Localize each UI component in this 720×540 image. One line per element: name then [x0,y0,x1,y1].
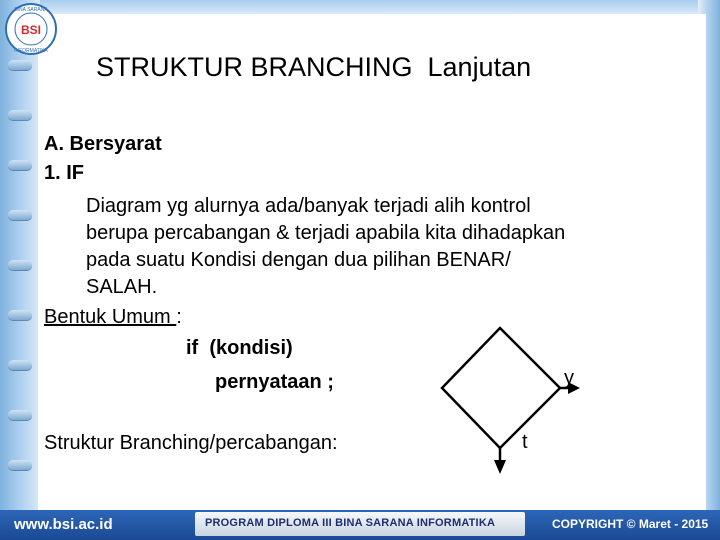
bentuk-umum-text: Bentuk Umum [44,306,177,328]
binder-ring [8,60,32,70]
binder-ring [8,260,32,270]
bsi-logo [4,2,58,56]
decision-flowchart [432,318,600,480]
binder-ring [8,360,32,370]
binder-ring [8,410,32,420]
footer-program-name: PROGRAM DIPLOMA III BINA SARANA INFORMATIKA [205,517,496,529]
slide-title: STRUKTUR BRANCHING Lanjutan [96,52,532,82]
false-branch-arrowhead [494,460,506,474]
footer-bar [0,510,720,540]
binder-ring [8,210,32,220]
bentuk-umum-colon: : [176,306,182,328]
bentuk-umum-label [44,305,182,329]
frame-left-border [0,0,40,540]
true-branch-label: y [564,367,574,389]
description-line-2: berupa percabangan & terjadi apabila kita dihadapkan [86,222,566,244]
subsection-heading-if: 1. IF [44,162,85,184]
svg-text:BSI: BSI [20,23,42,37]
binder-ring [8,460,32,470]
syntax-statement-line: pernyataan ; [215,371,334,393]
syntax-if-line: if (kondisi) [186,337,293,359]
decision-diamond [442,328,560,448]
binder-ring [8,310,32,320]
footer-copyright: COPYRIGHT © Maret - 2015 [552,517,709,531]
svg-text:INFORMATIKA: INFORMATIKA [14,48,48,54]
section-heading-bersyarat: A. Bersyarat [44,133,162,155]
description-line-4: SALAH. [86,276,158,298]
footer-url: www.bsi.ac.id [14,516,113,533]
description-line-1: Diagram yg alurnya ada/banyak terjadi alih kontrol [86,195,531,217]
false-branch-label: t [522,431,528,453]
description-line-3: pada suatu Kondisi dengan dua pilihan BENAR/ [86,249,511,271]
binder-ring [8,160,32,170]
binder-ring [8,110,32,120]
svg-text:BINA SARANA: BINA SARANA [14,7,48,13]
struktur-branching-label: Struktur Branching/percabangan: [44,432,338,454]
